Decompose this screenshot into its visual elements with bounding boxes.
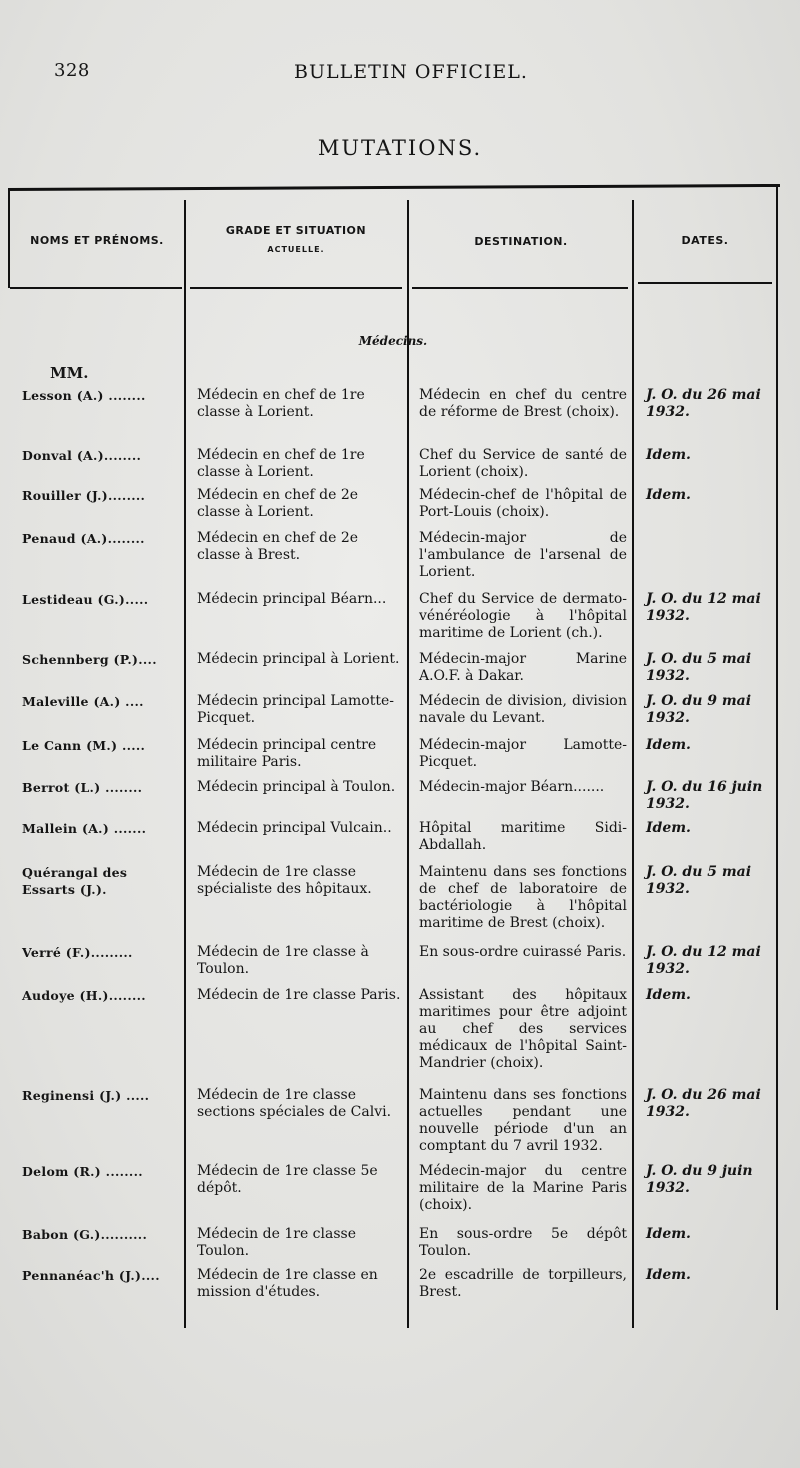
page-number: 328	[54, 60, 90, 81]
table-top-rule	[8, 184, 780, 191]
column-divider	[632, 200, 634, 1328]
column-header-destination: DESTINATION.	[474, 235, 568, 248]
row-destination: Assistant des hôpitaux maritimes pour être adjoint au chef des services médicaux de l'hôpital Saint-Mandrier (choix).	[419, 987, 627, 1071]
header-rule	[10, 287, 182, 289]
row-date: J. O. du 9 juin 1932.	[646, 1163, 753, 1196]
row-destination: Médecin-major du centre militaire de la Marine Paris (choix).	[419, 1163, 627, 1213]
row-destination: Chef du Service de santé de Lorient (choix).	[419, 447, 627, 480]
column-divider	[184, 200, 186, 1328]
row-destination: Médecin en chef du centre de réforme de Brest (choix).	[419, 387, 627, 420]
row-grade: Médecin en chef de 1re classe à Lorient.	[197, 447, 365, 480]
column-header-grade-line1: GRADE ET SITUATION	[225, 224, 367, 237]
row-name: Lestideau (G.).....	[22, 592, 149, 607]
header-rule	[190, 287, 402, 289]
row-grade: Médecin de 1re classe Paris.	[197, 987, 401, 1003]
row-destination: Médecin de division, division navale du Levant.	[419, 693, 627, 726]
row-grade: Médecin de 1re classe sections spéciales de Calvi.	[197, 1087, 392, 1120]
row-name: Lesson (A.) ........	[22, 388, 146, 403]
row-name: Penaud (A.)........	[22, 531, 145, 546]
row-name: Quérangal des Essarts (J.).	[22, 865, 128, 897]
row-name: Pennanéac'h (J.)....	[22, 1268, 160, 1283]
row-date: Idem.	[646, 987, 691, 1003]
row-destination: En sous-ordre cuirassé Paris.	[419, 944, 627, 960]
column-header-grade	[186, 224, 406, 254]
row-name: Schennberg (P.)....	[22, 652, 157, 667]
row-date: Idem.	[646, 447, 691, 463]
row-name: Reginensi (J.) .....	[22, 1088, 150, 1103]
row-destination: Maintenu dans ses fonctions de chef de laboratoire de bactériologie à l'hôpital maritime de Brest (choix).	[419, 864, 627, 931]
row-destination: Médecin-chef de l'hôpital de Port-Louis (choix).	[419, 487, 627, 520]
section-heading: Médecins.	[358, 334, 428, 348]
row-grade: Médecin de 1re classe Toulon.	[197, 1226, 357, 1259]
column-header-names: NOMS ET PRÉNOMS.	[30, 234, 164, 247]
page-heading: MUTATIONS.	[317, 136, 483, 160]
row-destination: 2e escadrille de torpilleurs, Brest.	[419, 1267, 627, 1300]
row-date: Idem.	[646, 1226, 691, 1242]
running-title: BULLETIN OFFICIEL.	[294, 61, 528, 83]
row-destination: Maintenu dans ses fonctions actuelles pendant une nouvelle période d'un an comptant du 7 avril 1932.	[419, 1087, 627, 1154]
row-destination: Chef du Service de dermato-vénéréologie à l'hôpital maritime de Lorient (ch.).	[419, 591, 627, 641]
row-grade: Médecin de 1re classe 5e dépôt.	[197, 1163, 378, 1196]
row-grade: Médecin principal Béarn...	[197, 591, 387, 607]
column-divider	[407, 200, 409, 1328]
row-name: Berrot (L.) ........	[22, 780, 143, 795]
row-grade: Médecin en chef de 1re classe à Lorient.	[197, 387, 365, 420]
row-name: Maleville (A.) ....	[22, 694, 144, 709]
row-grade: Médecin principal à Lorient.	[197, 651, 400, 667]
row-destination: Médecin-major Marine A.O.F. à Dakar.	[419, 651, 627, 684]
row-grade: Médecin principal Lamotte-Picquet.	[197, 693, 394, 726]
row-name: Babon (G.)..........	[22, 1227, 148, 1242]
row-date: Idem.	[646, 737, 691, 753]
row-grade: Médecin de 1re classe en mission d'études.	[197, 1267, 378, 1300]
mm-label: MM.	[50, 364, 89, 382]
header-rule	[412, 287, 628, 289]
row-name: Verré (F.).........	[22, 945, 133, 960]
row-name: Audoye (H.)........	[22, 988, 146, 1003]
row-date: J. O. du 5 mai 1932.	[646, 864, 752, 897]
row-grade: Médecin principal centre militaire Paris.	[197, 737, 377, 770]
row-date: Idem.	[646, 820, 691, 836]
row-name: Donval (A.)........	[22, 448, 142, 463]
row-date: J. O. du 26 mai 1932.	[646, 1087, 761, 1120]
column-header-dates: DATES.	[681, 234, 729, 247]
row-destination: Médecin-major de l'ambulance de l'arsenal de Lorient.	[419, 530, 627, 580]
row-destination: Médecin-major Béarn.......	[419, 779, 605, 795]
row-date: J. O. du 9 mai 1932.	[646, 693, 752, 726]
column-header-grade-line2: ACTUELLE.	[267, 245, 325, 254]
row-date: J. O. du 12 mai 1932.	[646, 591, 761, 624]
row-grade: Médecin principal Vulcain..	[197, 820, 392, 836]
row-name: Rouiller (J.)........	[22, 488, 146, 503]
row-destination: Hôpital maritime Sidi-Abdallah.	[419, 820, 627, 853]
row-date: Idem.	[646, 487, 691, 503]
row-name: Le Cann (M.) .....	[22, 738, 146, 753]
row-date: J. O. du 26 mai 1932.	[646, 387, 761, 420]
row-destination: En sous-ordre 5e dépôt Toulon.	[419, 1226, 627, 1259]
row-name: Mallein (A.) .......	[22, 821, 147, 836]
row-date: J. O. du 5 mai 1932.	[646, 651, 752, 684]
row-grade: Médecin principal à Toulon.	[197, 779, 396, 795]
row-grade: Médecin de 1re classe à Toulon.	[197, 944, 369, 977]
row-grade: Médecin en chef de 2e classe à Lorient.	[197, 487, 359, 520]
row-grade: Médecin en chef de 2e classe à Brest.	[197, 530, 359, 563]
row-name: Delom (R.) ........	[22, 1164, 143, 1179]
header-rule	[638, 282, 772, 284]
row-date: Idem.	[646, 1267, 691, 1283]
row-date: J. O. du 12 mai 1932.	[646, 944, 761, 977]
row-grade: Médecin de 1re classe spécialiste des hôpitaux.	[197, 864, 372, 897]
row-destination: Médecin-major Lamotte-Picquet.	[419, 737, 627, 770]
row-date: J. O. du 16 juin 1932.	[646, 779, 763, 812]
